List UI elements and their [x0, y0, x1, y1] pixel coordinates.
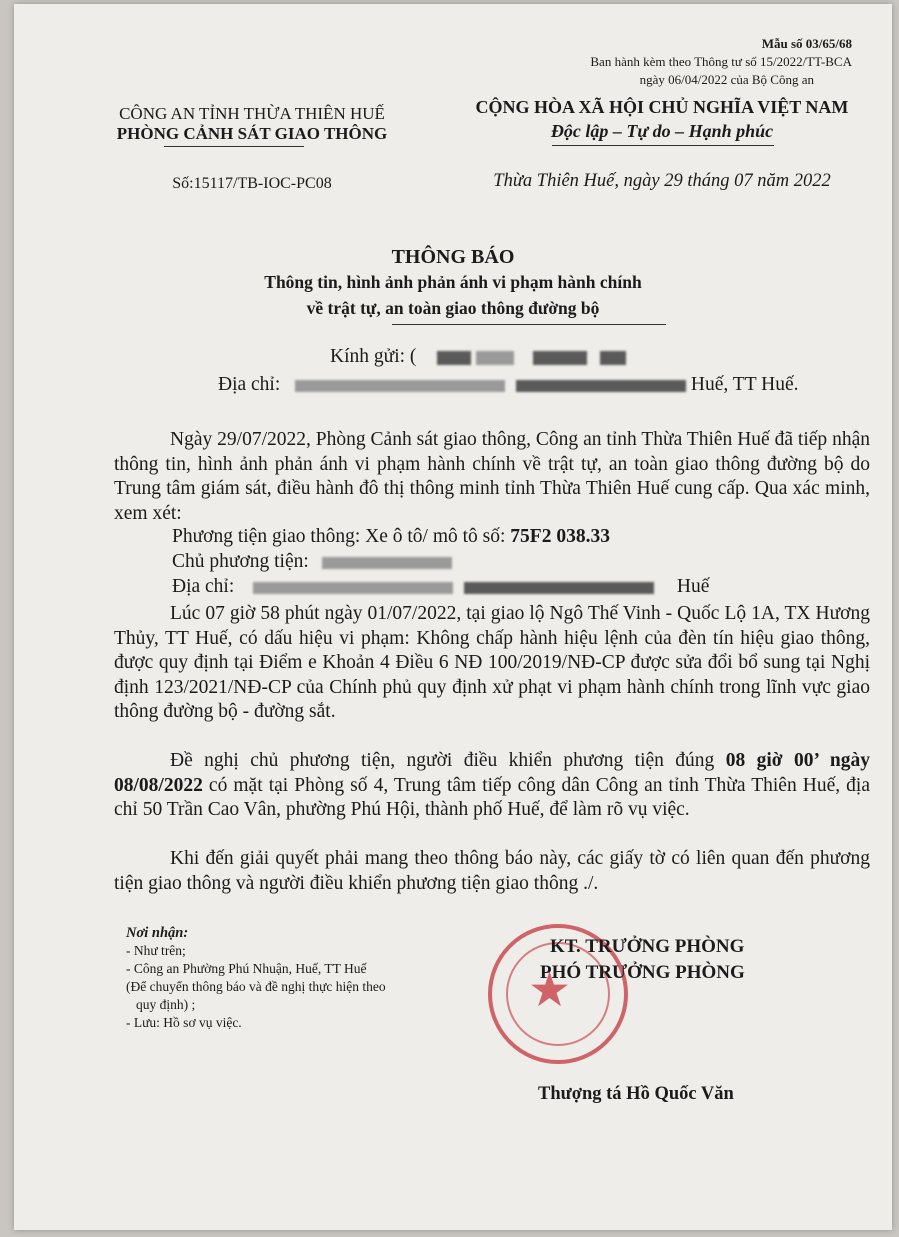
recipient-address-label: Địa chỉ: — [218, 374, 281, 395]
recipient-label: Kính gửi: ( — [330, 346, 417, 367]
request-paragraph — [114, 749, 870, 823]
intro-paragraph: Ngày 29/07/2022, Phòng Cảnh sát giao thông, Công an tỉnh Thừa Thiên Huế đã tiếp nhận thông tin, hình ảnh phản ánh vi phạm hành chính về trật tự, an toàn giao thông đường bộ do Trung tâm giám sát, điều hành đô thị thông minh tỉnh Thừa Thiên Huế cung cấp. Qua xác minh, xem xét: — [114, 429, 870, 524]
notice-document — [14, 4, 892, 1230]
request-time: 08 giờ 00’ ngày 08/08/2022 — [114, 750, 871, 796]
notice-title: THÔNG BÁO — [391, 246, 515, 268]
signature-title-2: PHÓ TRƯỞNG PHÒNG — [540, 962, 745, 983]
recipient-item: - Như trên; — [126, 943, 186, 958]
signature-title-1: KT. TRƯỞNG PHÒNG — [550, 936, 745, 957]
form-number: Mẫu số 03/65/68 — [761, 36, 852, 51]
title-underline — [392, 324, 666, 325]
department-name: PHÒNG CẢNH SÁT GIAO THÔNG — [116, 124, 388, 143]
vehicle-line — [172, 526, 610, 548]
place-and-date: Thừa Thiên Huế, ngày 29 tháng 07 năm 2022 — [493, 171, 831, 191]
agency-name: CÔNG AN TỈNH THỪA THIÊN HUẾ — [119, 104, 385, 123]
redacted-owner-address — [253, 582, 453, 594]
owner-line — [172, 551, 452, 573]
recipient-item: quy định) ; — [136, 997, 196, 1012]
redacted-owner-name — [322, 557, 452, 569]
redacted-address — [516, 380, 686, 392]
recipient-address-line — [218, 374, 799, 396]
owner-label: Chủ phương tiện: — [172, 551, 309, 572]
nation-name: CỘNG HÒA XÃ HỘI CHỦ NGHĨA VIỆT NAM — [475, 97, 849, 117]
recipient-item: - Công an Phường Phú Nhuận, Huế, TT Huế — [126, 961, 367, 976]
document-number: Số:15117/TB-IOC-PC08 — [172, 175, 332, 192]
redacted-recipient — [476, 351, 514, 365]
redacted-address — [295, 380, 505, 392]
vehicle-plate: 75F2 038.33 — [510, 526, 610, 547]
recipients-block — [126, 924, 486, 1032]
redacted-owner-address — [464, 582, 654, 594]
recipient-address-end: Huế, TT Huế. — [690, 374, 799, 395]
notice-subtitle-2: về trật tự, an toàn giao thông đường bộ — [306, 298, 600, 318]
form-issued-with: Ban hành kèm theo Thông tư số 15/2022/TT-BCA — [590, 54, 852, 69]
redacted-recipient — [600, 351, 626, 365]
department-underline — [164, 146, 304, 147]
owner-address-line — [172, 576, 709, 598]
seal-star-icon: ★ — [528, 964, 572, 1017]
violation-paragraph: Lúc 07 giờ 58 phút ngày 01/07/2022, tại giao lộ Ngô Thế Vinh - Quốc Lộ 1A, TX Hương Thủy, TT Huế, có dấu hiệu vi phạm: Không chấp hành hiệu lệnh của đèn tín hiệu giao thông, được quy định tại Điểm e Khoản 4 Điều 6 NĐ 100/2019/NĐ-CP được sửa đổi bổ sung tại Nghị định 123/2021/NĐ-CP của Chính phủ quy định xử phạt vi phạm hành chính trong lĩnh vực giao thông đường bộ - đường sắt. — [114, 603, 870, 722]
recipients-heading: Nơi nhận: — [126, 925, 189, 941]
request-prefix: Đề nghị chủ phương tiện, người điều khiển phương tiện đúng — [170, 750, 715, 771]
redacted-recipient — [437, 351, 471, 365]
recipient-item: (Để chuyển thông báo và đề nghị thực hiện theo — [126, 979, 386, 994]
recipient-line — [330, 346, 626, 368]
recipient-item: - Lưu: Hồ sơ vụ việc. — [126, 1015, 242, 1030]
national-motto: Độc lập – Tự do – Hạnh phúc — [550, 121, 774, 141]
closing-paragraph: Khi đến giải quyết phải mang theo thông báo này, các giấy tờ có liên quan đến phương tiện giao thông và người điều khiển phương tiện giao thông ./. — [114, 848, 870, 894]
owner-address-end: Huế — [676, 576, 710, 597]
motto-underline — [552, 145, 774, 146]
form-issued-date: ngày 06/04/2022 của Bộ Công an — [639, 72, 814, 87]
request-suffix: có mặt tại Phòng số 4, Trung tâm tiếp công dân Công an tỉnh Thừa Thiên Huế, địa chỉ 50 Trần Cao Vân, phường Phú Hội, thành phố Huế, để làm rõ vụ việc. — [114, 774, 871, 820]
vehicle-label: Phương tiện giao thông: Xe ô tô/ mô tô số: — [172, 526, 506, 547]
redacted-recipient — [533, 351, 587, 365]
owner-address-label: Địa chỉ: — [172, 576, 235, 597]
notice-subtitle-1: Thông tin, hình ảnh phản ánh vi phạm hành chính — [264, 272, 642, 292]
signatory-name: Thượng tá Hồ Quốc Văn — [538, 1084, 734, 1104]
